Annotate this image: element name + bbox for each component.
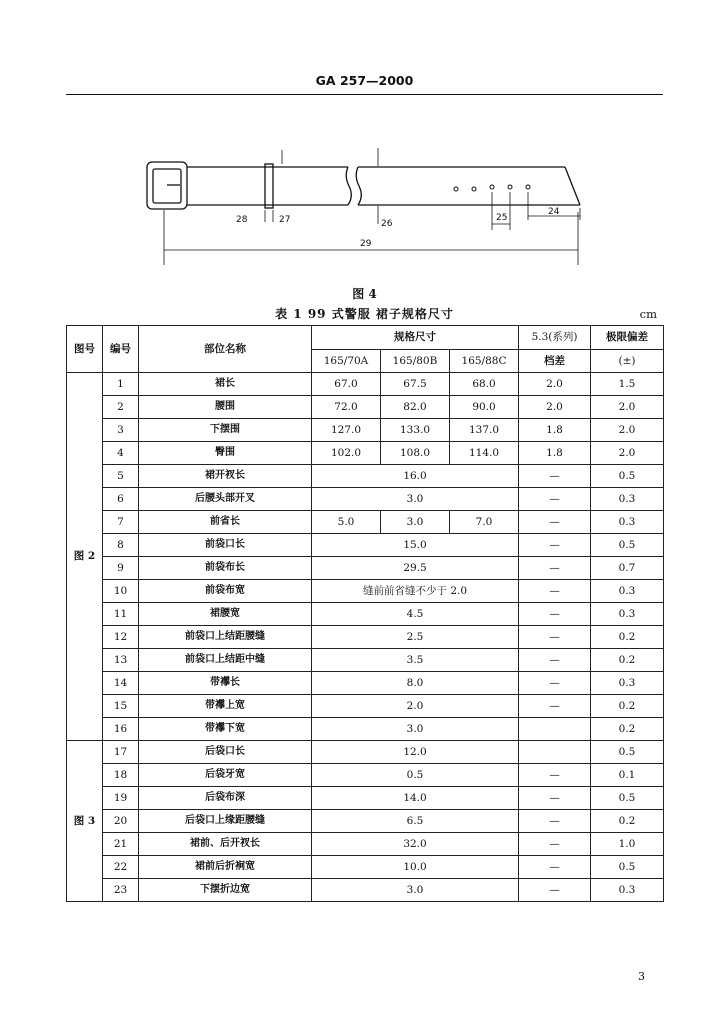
- grade-diff-cell: —: [519, 626, 591, 649]
- part-name-cell: 裙长: [139, 373, 312, 396]
- size-header: 165/88C: [450, 350, 519, 373]
- part-name-cell: 下摆围: [139, 419, 312, 442]
- grade-diff-cell: —: [519, 649, 591, 672]
- table-row: [67, 534, 664, 557]
- grade-diff-cell: —: [519, 833, 591, 856]
- tolerance-cell: 0.3: [591, 603, 664, 626]
- part-name-cell: 后袋口上缘距腰缝: [139, 810, 312, 833]
- strap-tip: [565, 167, 580, 205]
- spec-value-cell: 3.0: [312, 718, 519, 741]
- grade-diff-cell: —: [519, 534, 591, 557]
- tolerance-cell: 0.2: [591, 810, 664, 833]
- spec-value-cell: 6.5: [312, 810, 519, 833]
- figure-caption: 图 4: [352, 287, 377, 301]
- row-number-cell: 1: [103, 373, 139, 396]
- spec-value-cell: 102.0: [312, 442, 381, 465]
- part-name-cell: 裙腰宽: [139, 603, 312, 626]
- spec-value-cell: 2.0: [312, 695, 519, 718]
- grade-diff-cell: —: [519, 879, 591, 902]
- tolerance-cell: 0.5: [591, 741, 664, 764]
- tolerance-cell: 0.2: [591, 626, 664, 649]
- spec-value-cell: 5.0: [312, 511, 381, 534]
- row-number-cell: 22: [103, 856, 139, 879]
- table-row: [67, 718, 664, 741]
- part-name-cell: 前袋布宽: [139, 580, 312, 603]
- col-tol-header-bottom: (±): [591, 350, 664, 373]
- table-title: 表 1 99 式警服 裙子规格尺寸: [275, 307, 454, 321]
- col-spec-header: 规格尺寸: [312, 326, 519, 350]
- row-number-cell: 7: [103, 511, 139, 534]
- grade-diff-cell: 2.0: [519, 396, 591, 419]
- grade-diff-cell: —: [519, 810, 591, 833]
- break-right: [356, 167, 361, 205]
- spec-value-cell: 10.0: [312, 856, 519, 879]
- spec-value-cell: 7.0: [450, 511, 519, 534]
- unit-label: cm: [639, 307, 657, 321]
- page-number: 3: [638, 970, 645, 983]
- belt-loop: [265, 164, 273, 208]
- table-row: [67, 396, 664, 419]
- size-header: 165/70A: [312, 350, 381, 373]
- part-name-cell: 带襻长: [139, 672, 312, 695]
- part-name-cell: 腰围: [139, 396, 312, 419]
- grade-diff-cell: —: [519, 603, 591, 626]
- table-row: [67, 672, 664, 695]
- size-header: 165/80B: [381, 350, 450, 373]
- spec-value-cell: 4.5: [312, 603, 519, 626]
- spec-value-cell: 2.5: [312, 626, 519, 649]
- grade-diff-cell: —: [519, 672, 591, 695]
- tolerance-cell: 0.1: [591, 764, 664, 787]
- page-header: GA 257—2000: [315, 73, 414, 88]
- spec-value-cell: 82.0: [381, 396, 450, 419]
- spec-value-cell: 127.0: [312, 419, 381, 442]
- table-row: [67, 787, 664, 810]
- row-number-cell: 8: [103, 534, 139, 557]
- row-number-cell: 9: [103, 557, 139, 580]
- buckle-inner: [153, 169, 181, 203]
- grade-diff-cell: [519, 718, 591, 741]
- spec-value-cell: 67.0: [312, 373, 381, 396]
- part-name-cell: 后袋口长: [139, 741, 312, 764]
- row-number-cell: 21: [103, 833, 139, 856]
- table-row: [67, 741, 664, 764]
- part-name-cell: 带襻下宽: [139, 718, 312, 741]
- row-number-cell: 15: [103, 695, 139, 718]
- table-row: [67, 695, 664, 718]
- tolerance-cell: 0.2: [591, 718, 664, 741]
- table-row: [67, 465, 664, 488]
- col-diff-header-top: 5.3(系列): [519, 326, 591, 350]
- row-number-cell: 3: [103, 419, 139, 442]
- table-row: [67, 833, 664, 856]
- table-row: [67, 649, 664, 672]
- belt-hole: [454, 187, 458, 191]
- spec-value-cell: 3.0: [312, 879, 519, 902]
- part-name-cell: 带襻上宽: [139, 695, 312, 718]
- spec-value-cell: 133.0: [381, 419, 450, 442]
- table-row: [67, 557, 664, 580]
- table-row: [67, 856, 664, 879]
- grade-diff-cell: —: [519, 465, 591, 488]
- figure-group-cell: 图 2: [67, 373, 103, 741]
- tolerance-cell: 2.0: [591, 442, 664, 465]
- spec-value-cell: 29.5: [312, 557, 519, 580]
- spec-value-cell: 0.5: [312, 764, 519, 787]
- spec-value-cell: 3.0: [312, 488, 519, 511]
- dim-25: 25: [496, 213, 508, 223]
- table-row: [67, 879, 664, 902]
- grade-diff-cell: —: [519, 511, 591, 534]
- table-row: [67, 511, 664, 534]
- belt-hole: [490, 185, 494, 189]
- tolerance-cell: 0.2: [591, 695, 664, 718]
- spec-value-cell: 72.0: [312, 396, 381, 419]
- belt-hole: [508, 185, 512, 189]
- row-number-cell: 10: [103, 580, 139, 603]
- grade-diff-cell: —: [519, 488, 591, 511]
- row-number-cell: 5: [103, 465, 139, 488]
- table-row: [67, 419, 664, 442]
- dim-26: 26: [381, 219, 393, 229]
- table-row: [67, 626, 664, 649]
- spec-value-cell: 14.0: [312, 787, 519, 810]
- row-number-cell: 6: [103, 488, 139, 511]
- tolerance-cell: 0.3: [591, 580, 664, 603]
- table-row: [67, 810, 664, 833]
- tolerance-cell: 0.7: [591, 557, 664, 580]
- spec-value-cell: 3.5: [312, 649, 519, 672]
- spec-value-cell: 32.0: [312, 833, 519, 856]
- spec-value-cell: 67.5: [381, 373, 450, 396]
- tolerance-cell: 0.5: [591, 787, 664, 810]
- dim-29: 29: [360, 239, 372, 249]
- dim-28: 28: [236, 215, 248, 225]
- part-name-cell: 后腰头部开叉: [139, 488, 312, 511]
- tolerance-cell: 0.5: [591, 856, 664, 879]
- row-number-cell: 20: [103, 810, 139, 833]
- part-name-cell: 裙前、后开衩长: [139, 833, 312, 856]
- spec-table: [66, 325, 664, 902]
- spec-value-cell: 8.0: [312, 672, 519, 695]
- grade-diff-cell: 2.0: [519, 373, 591, 396]
- row-number-cell: 2: [103, 396, 139, 419]
- row-number-cell: 23: [103, 879, 139, 902]
- row-number-cell: 18: [103, 764, 139, 787]
- grade-diff-cell: —: [519, 580, 591, 603]
- table-row: [67, 488, 664, 511]
- table-row: [67, 764, 664, 787]
- tolerance-cell: 0.3: [591, 488, 664, 511]
- tolerance-cell: 0.3: [591, 879, 664, 902]
- spec-value-cell: 3.0: [381, 511, 450, 534]
- table-row: [67, 373, 664, 396]
- spec-table-body: [67, 373, 664, 902]
- dim-24: 24: [548, 207, 560, 217]
- tolerance-cell: 0.3: [591, 672, 664, 695]
- col-part-header: 部位名称: [139, 326, 312, 373]
- spec-value-cell: 缝前前省缝不少于 2.0: [312, 580, 519, 603]
- spec-value-cell: 90.0: [450, 396, 519, 419]
- grade-diff-cell: —: [519, 695, 591, 718]
- part-name-cell: 后袋布深: [139, 787, 312, 810]
- part-name-cell: 前省长: [139, 511, 312, 534]
- table-row: [67, 580, 664, 603]
- tolerance-cell: 0.2: [591, 649, 664, 672]
- row-number-cell: 19: [103, 787, 139, 810]
- belt-hole: [472, 187, 476, 191]
- tolerance-cell: 1.0: [591, 833, 664, 856]
- row-number-cell: 11: [103, 603, 139, 626]
- grade-diff-cell: [519, 741, 591, 764]
- part-name-cell: 臀围: [139, 442, 312, 465]
- dim-27: 27: [279, 215, 291, 225]
- part-name-cell: 后袋牙宽: [139, 764, 312, 787]
- grade-diff-cell: 1.8: [519, 442, 591, 465]
- col-no-header: 编号: [103, 326, 139, 373]
- spec-value-cell: 68.0: [450, 373, 519, 396]
- spec-value-cell: 15.0: [312, 534, 519, 557]
- row-number-cell: 4: [103, 442, 139, 465]
- col-tol-header-top: 极限偏差: [591, 326, 664, 350]
- grade-diff-cell: —: [519, 764, 591, 787]
- row-number-cell: 12: [103, 626, 139, 649]
- belt-diagram: [120, 140, 590, 275]
- grade-diff-cell: —: [519, 856, 591, 879]
- belt-hole: [526, 185, 530, 189]
- figure-group-cell: 图 3: [67, 741, 103, 902]
- part-name-cell: 裙开衩长: [139, 465, 312, 488]
- break-left: [346, 167, 351, 205]
- part-name-cell: 前袋口上结距中缝: [139, 649, 312, 672]
- part-name-cell: 前袋布长: [139, 557, 312, 580]
- grade-diff-cell: 1.8: [519, 419, 591, 442]
- spec-value-cell: 114.0: [450, 442, 519, 465]
- tolerance-cell: 0.5: [591, 534, 664, 557]
- col-fig-header: 图号: [67, 326, 103, 373]
- spec-value-cell: 137.0: [450, 419, 519, 442]
- header-rule: [66, 94, 663, 95]
- spec-value-cell: 108.0: [381, 442, 450, 465]
- tolerance-cell: 2.0: [591, 396, 664, 419]
- row-number-cell: 16: [103, 718, 139, 741]
- part-name-cell: 前袋口长: [139, 534, 312, 557]
- part-name-cell: 下摆折边宽: [139, 879, 312, 902]
- spec-value-cell: 16.0: [312, 465, 519, 488]
- tolerance-cell: 2.0: [591, 419, 664, 442]
- table-row: [67, 603, 664, 626]
- row-number-cell: 13: [103, 649, 139, 672]
- col-diff-header-bottom: 档差: [519, 350, 591, 373]
- part-name-cell: 裙前后折裥宽: [139, 856, 312, 879]
- part-name-cell: 前袋口上结距腰缝: [139, 626, 312, 649]
- table-row: [67, 442, 664, 465]
- row-number-cell: 14: [103, 672, 139, 695]
- tolerance-cell: 0.3: [591, 511, 664, 534]
- tolerance-cell: 1.5: [591, 373, 664, 396]
- grade-diff-cell: —: [519, 557, 591, 580]
- tolerance-cell: 0.5: [591, 465, 664, 488]
- grade-diff-cell: —: [519, 787, 591, 810]
- spec-value-cell: 12.0: [312, 741, 519, 764]
- row-number-cell: 17: [103, 741, 139, 764]
